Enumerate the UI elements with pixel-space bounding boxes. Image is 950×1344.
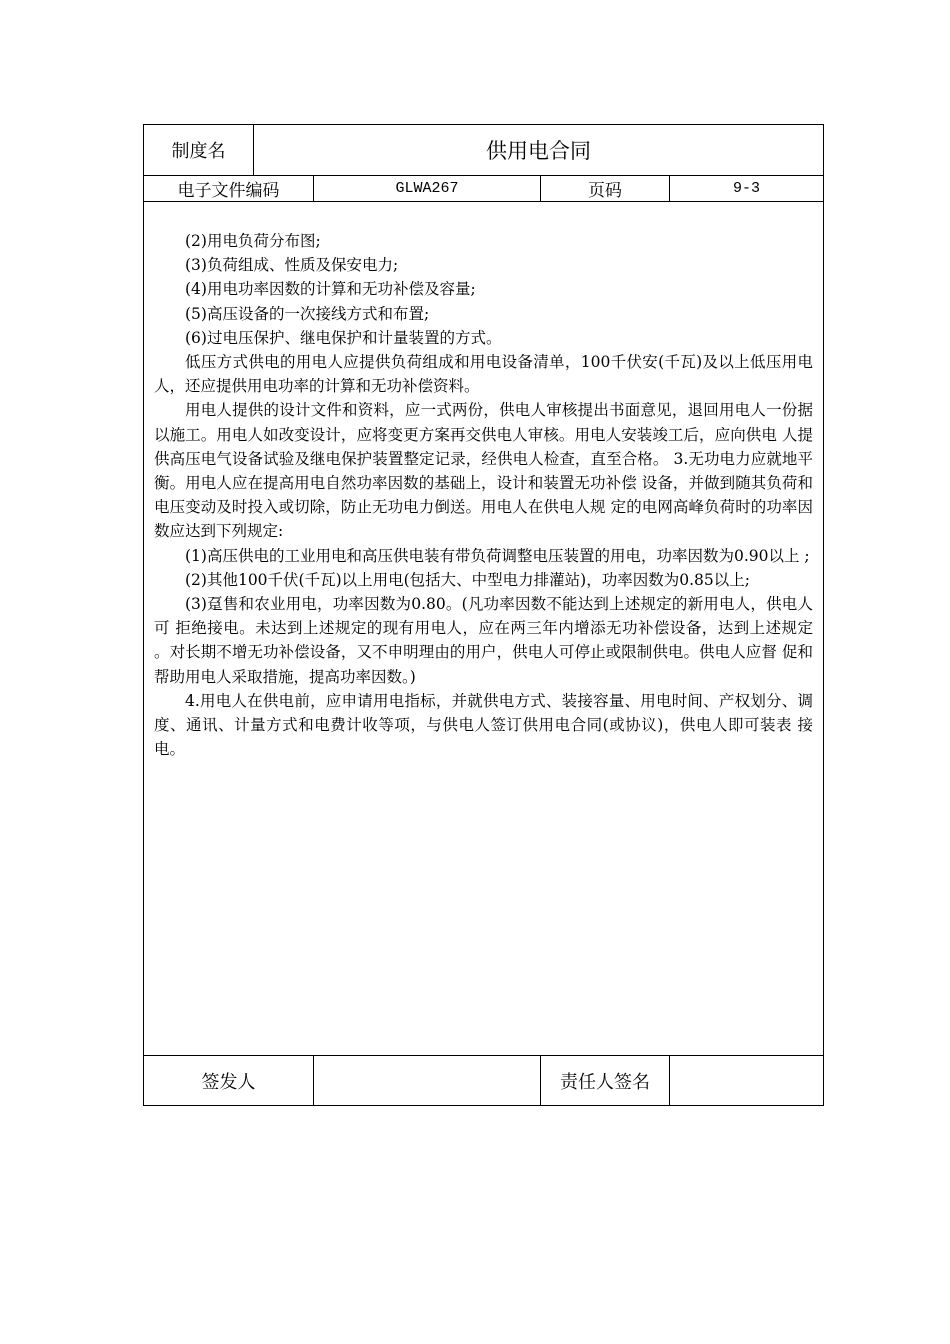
issuer-label: 签发人 xyxy=(144,1056,314,1105)
document-table xyxy=(143,124,824,1106)
paragraph: (3)负荷组成、性质及保安电力; xyxy=(185,256,399,275)
page-number-value: 9-3 xyxy=(732,180,760,197)
paragraph: (1)高压供电的工业用电和高压供电装有带负荷调整电压装置的用电，功率因数为0.90以上 ; xyxy=(185,546,810,565)
paragraph: (3)趸售和农业用电，功率因数为0.80。(凡功率因数不能达到上述规定的新用电人，供电人可 拒绝接电。未达到上述规定的现有用电人，应在两三年内增添无功补偿设备，达到上述规定 。对长期不增无功补偿设备，又不申明理由的用户，供电人可停止或限制供电。供电人应督 促和帮助用电人采取措施，提高功率因数。) xyxy=(154,595,813,686)
paragraph: 用电人提供的设计文件和资料，应一式两份，供电人审核提出书面意见，退回用电人一份据 以施工。用电人如改变设计，应将变更方案再交供电人审核。用电人安装竣工后，应向供电 人提供高压电气设备试验及继电保护装置整定记录，经供电人检查，直至合格。 3.无功电力应就地平衡。用电人应在提高用电自然功率因数的基础上，设计和装置无功补偿 设备，并做到随其负荷和电压变动及时投入或切除，防止无功电力倒送。用电人在供电人规 定的电网高峰负荷时的功率因数应达到下列规定: xyxy=(154,401,813,541)
paragraph: (2)其他100千伏(千瓦)以上用电(包括大、中型电力排灌站)，功率因数为0.85以上; xyxy=(185,570,750,589)
content-row xyxy=(144,202,823,1056)
file-code-label: 电子文件编码 xyxy=(144,176,314,201)
file-code-value: GLWA267 xyxy=(314,176,541,201)
file-code-row xyxy=(144,176,823,202)
document-title: 供用电合同 xyxy=(486,139,591,163)
issuer-signature-field[interactable] xyxy=(314,1056,541,1105)
paragraph: 低压方式供电的用电人应提供负荷组成和用电设备清单，100千伏安(千瓦)及以上低压用电 人，还应提供用电功率的计算和无功补偿资料。 xyxy=(154,353,813,396)
paragraph: (2)用电负荷分布图; xyxy=(185,232,321,250)
paragraph: 4.用电人在供电前，应申请用电指标，并就供电方式、装接容量、用电时间、产权划分、调 度、通讯、计量方式和电费计收等项，与供电人签订供用电合同(或协议)，供电人即可装表 接电。 xyxy=(154,691,813,759)
body-text xyxy=(154,229,813,761)
paragraph: (4)用电功率因数的计算和无功补偿及容量; xyxy=(185,280,476,299)
page-number-label: 页码 xyxy=(541,176,670,201)
paragraph: (6)过电压保护、继电保护和计量装置的方式。 xyxy=(185,328,502,347)
responsible-signature-field[interactable] xyxy=(670,1056,823,1105)
signature-row xyxy=(144,1056,823,1105)
paragraph: (5)高压设备的一次接线方式和布置; xyxy=(185,304,430,323)
responsible-person-label: 责任人签名 xyxy=(541,1056,670,1105)
header-row xyxy=(144,125,823,176)
policy-name-label: 制度名 xyxy=(144,125,254,175)
